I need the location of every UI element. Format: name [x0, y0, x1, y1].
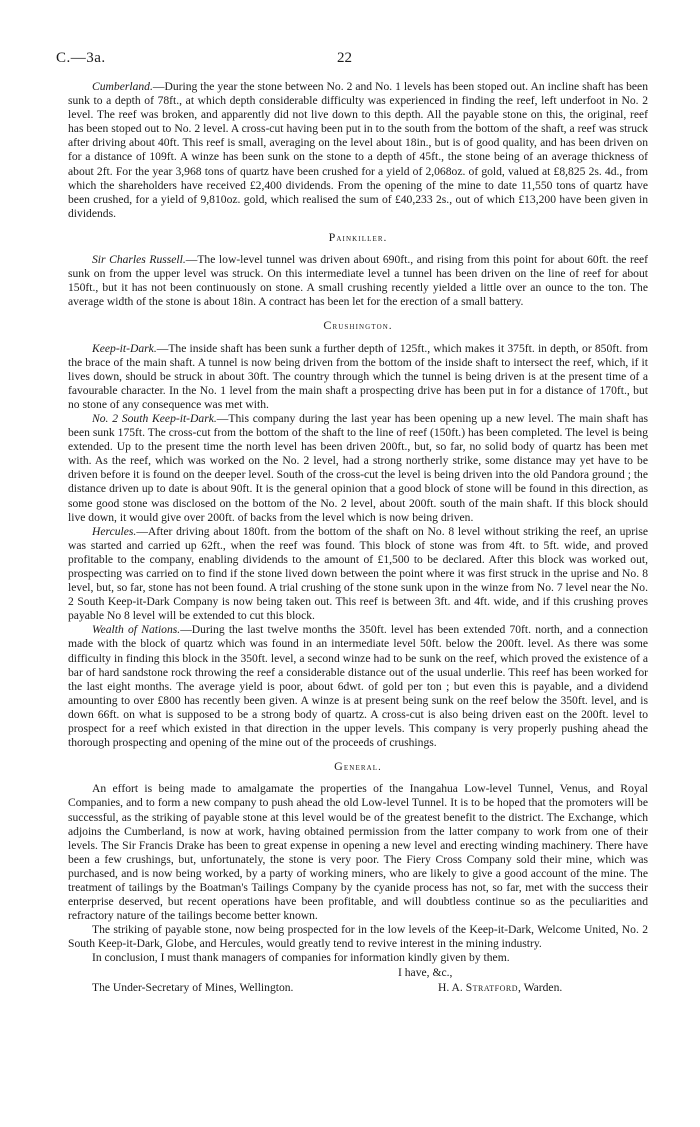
section-heading-general: General. — [334, 759, 382, 774]
section-heading-painkiller: Painkiller. — [328, 229, 388, 244]
general-paragraph-1: An effort is being made to amalgamate the properties of the Inangahua Low-level Tunnel, Venus, and Royal Companies, and to form a new company to push ahead the old Low-level Tunnel. It is to be hoped that the promoters will be successful, as the striking of payable stone at this level would be of the greatest benefit to the district. The Exchange, which adjoins the Cumberland, is now at work, having obtained permission from the latter company to work from one of their levels. The Sir Francis Drake has been to great expense in opening a new level and erecting winding machinery. There have been a few crushings, but, unfortunately, the stone is very poor. The Fiery Cross Company sold their mine, which was purchased, and is now being worked, by a party of working miners, who are likely to give a good account of the mine. The treatment of tailings by the Boatman's Tailings Company by the cyanide process has not, so far, met with the success their enterprise deserved, but recent operations have been profitable, and will doubtless continue so as the peculiarities and refractory nature of the tailings become better known. — [68, 782, 648, 923]
mine-name-keep-it-dark: Keep-it-Dark. — [92, 341, 157, 355]
south-keep-it-dark-paragraph — [68, 412, 648, 525]
keep-it-dark-text: —The inside shaft has been sunk a further depth of 125ft., which makes it 375ft. in depth, or 850ft. from the brace of the main shaft. A tunnel is now being driven from the bottom of the inside shaft to intersect the reef, which, if it lives down, should be struck in about 30ft. The country through which the tunnel is being driven is at the present time of a favourable character. In the No. 1 level from the main shaft a prospecting drive has been put in for a distance of 170ft., but no stone of any consequence was met with. — [68, 341, 648, 411]
cumberland-text: —During the year the stone between No. 2 and No. 1 levels has been stoped out. An incline shaft has been sunk to a depth of 78ft., at which depth considerable difficulty was experienced in finding the reef, left underfoot in No. 2 level. The reef was broken, and apparently did not live down to this depth. All the payable stone on this, the original, reef has been stoped out to No. 2 level. A cross-cut having been put in to the south from the bottom of the shaft, a reef was struck after driving about 40ft. This reef is small, averaging on the level about 18in., but is of good quality, and has been driven on for a distance of 109ft. A winze has been sunk on the stone to a depth of 45ft., the stone being of an average thickness of about 2ft. For the year 3,968 tons of quartz have been crushed for a yield of 2,068oz. of gold, valued at £8,825 2s. 4d., from which the shareholders have received £2,400 dividends. From the opening of the mine to date 11,550 tons of quartz have been crushed, for a yield of 9,810oz. gold, which realised the sum of £40,233 2s., out of which £13,200 have been given in dividends. — [68, 80, 648, 220]
paper-code: C.—3a. — [56, 50, 106, 66]
mine-name-sir-charles-russell: Sir Charles Russell. — [92, 253, 186, 267]
closing-phrase: I have, &c., — [398, 965, 453, 979]
general-paragraph-3: In conclusion, I must thank managers of companies for information kindly given by them. — [92, 951, 510, 965]
page-number: 22 — [337, 50, 352, 66]
signer-surname: Stratford — [465, 980, 519, 994]
keep-it-dark-paragraph — [68, 342, 648, 412]
closing-row — [68, 966, 648, 980]
hercules-text: —After driving about 180ft. from the bottom of the shaft on No. 8 level without striking the reef, an uprise was started and carried up 62ft., when the reef was found. This block of stone was from 4ft. to 5ft. wide, and proved profitable to the company, enabling dividends to the amount of £1,500 to be declared. After this block was worked out, prospecting was carried on to find if the stone lived down between the point where it was first struck in the uprise and No. 8 level, but, so far, stone has not been found. A trial crushing of the stone sunk upon in the winze from No. 7 level near the No. 2 South Keep-it-Dark Company is now being taken out. This reef is between 3ft. and 4ft. wide, and if this crushing proves payable No 8 level will be extended to cut this block. — [68, 524, 648, 623]
report-body — [68, 80, 648, 997]
section-heading-crushington: Crushington. — [323, 318, 393, 333]
painkiller-paragraph — [68, 253, 648, 309]
signature-row — [68, 981, 648, 997]
painkiller-text: —The low-level tunnel was driven about 690ft., and rising from this point for about 60ft. the reef sunk on from the upper level was struck. On this intermediate level a tunnel has been driven on the line of reef for about 150ft., but it has not been continuously on stone. A small crushing recently yielded a little over an ounce to the ton. The average width of the stone is about 18in. A contract has been let for the erection of a small battery. — [68, 253, 648, 309]
signer-title: , Warden. — [518, 980, 563, 994]
mine-name-hercules: Hercules. — [92, 524, 137, 538]
general-paragraph-2: The striking of payable stone, now being prospected for in the low levels of the Keep-it-Dark, Welcome United, No. 2 South Keep-it-Dark, Globe, and Hercules, would greatly tend to revive interest in the mining industry. — [68, 923, 648, 951]
addressee: The Under-Secretary of Mines, Wellington. — [92, 980, 294, 994]
signature — [438, 981, 562, 995]
wealth-of-nations-text: —During the last twelve months the 350ft. level has been extended 70ft. north, and a connection made with the block of quartz which was found in an intermediate level 50ft. below the 200ft. level. As there was some difficulty in finding this block in the 350ft. level, a second winze had to be sunk on the reef, which proved the existence of a bar of hard sandstone rock throwing the reef a considerable distance out of the usual underlie. This reef has been worked for the last eight months. The average yield is poor, about 6dwt. of gold per ton ; but even this is payable, and a dividend amounting to over £800 has recently been given. A winze is at present being sunk on the reef below the 350ft. level, and is down 66ft. on what is supposed to be a strong body of quartz. A cross-cut is also being driven east on the 200ft. level to prospect for a reef which existed in that direction in the upper levels. This company is very properly pushing ahead the thorough prospecting and opening of the mine out of the proceeds of crushings. — [68, 623, 648, 750]
wealth-of-nations-paragraph — [68, 623, 648, 750]
cumberland-paragraph — [68, 80, 648, 221]
hercules-paragraph — [68, 525, 648, 624]
page-header — [0, 50, 700, 72]
mine-name-cumberland: Cumberland. — [92, 80, 153, 93]
signer-initials: H. A. — [438, 980, 463, 994]
mine-name-wealth-of-nations: Wealth of Nations. — [92, 623, 181, 637]
mine-name-no2-south-keep-it-dark: No. 2 South Keep-it-Dark. — [92, 411, 217, 425]
south-keep-it-dark-text: —This company during the last year has been opening up a new level. The main shaft has been sunk 175ft. The cross-cut from the bottom of the shaft to the line of reef (150ft.) has been completed. The level is being extended. Up to the present time the north level has been driven 200ft., but, so far, no solid body of quartz has been met with. As the reef, which was worked on the No. 2 level, had a strong northerly strike, some distance may yet have to be driven before it is found on the deeper level. South of the cross-cut the level is being driven into the old Pandora ground ; the distance driven up to date is about 90ft. It is the general opinion that a good block of stone will be found in this direction, as some good stone was disclosed on the bottom of the No. 2 level, about 200ft. south of the main shaft. If this block should live down, it would give over 200ft. of backs from the level which is now being driven. — [68, 411, 648, 524]
